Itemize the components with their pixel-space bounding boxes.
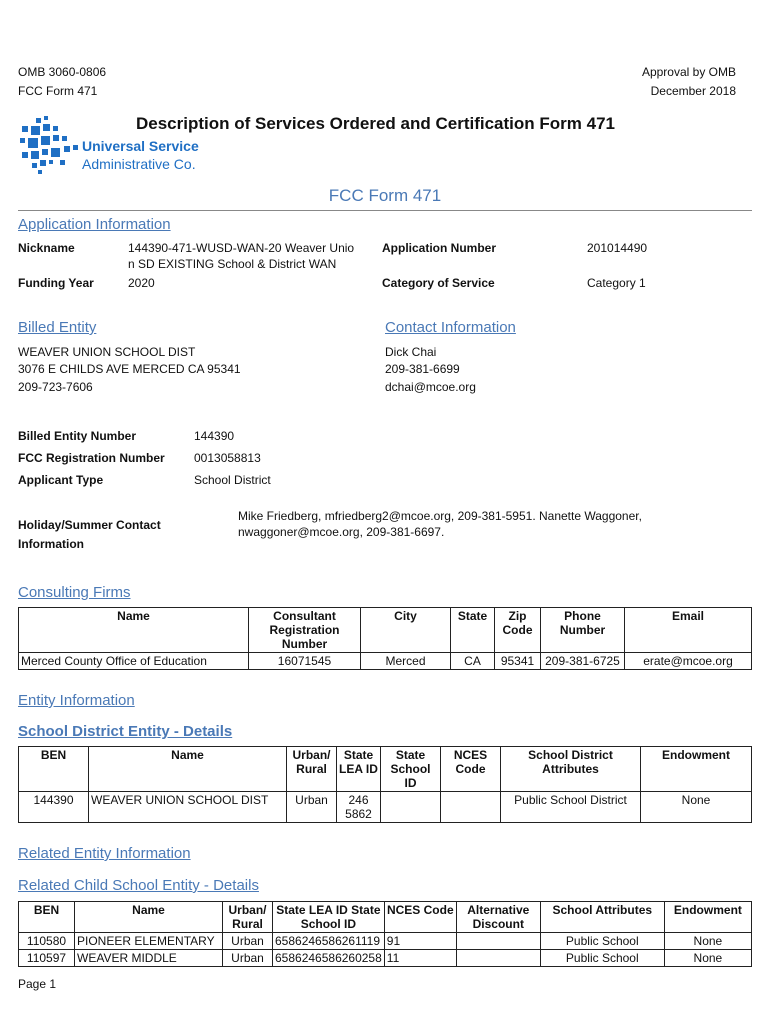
omb-number: OMB 3060-0806	[18, 65, 107, 79]
billed-entity-phone: 209-723-7606	[18, 380, 93, 394]
usac-logo-icon	[16, 112, 86, 182]
billed-entity-name: WEAVER UNION SCHOOL DIST	[18, 345, 196, 359]
col-state: State	[451, 608, 495, 653]
cell: CA	[451, 653, 495, 670]
col-phone: Phone Number	[541, 608, 625, 653]
table-row	[19, 950, 752, 967]
col-alternative-discount: Alternative Discount	[456, 902, 540, 933]
cell: 95341	[495, 653, 541, 670]
col-urban-rural: Urban/ Rural	[223, 902, 273, 933]
holiday-contact-line1: Mike Friedberg, mfriedberg2@mcoe.org, 209-381-5951. Nanette Waggoner,	[238, 509, 642, 523]
cell	[456, 933, 540, 950]
col-state-lea-id: State LEA ID	[276, 903, 348, 917]
district-section-title: School District Entity - Details	[18, 723, 233, 740]
child-section-title: Related Child School Entity - Details	[18, 877, 259, 894]
cell	[381, 792, 441, 823]
table-row	[19, 653, 752, 670]
cell: Urban	[223, 950, 273, 967]
app-number: 201014490	[587, 241, 648, 255]
contact-section-title: Contact Information	[385, 319, 516, 336]
cell: Public School	[540, 950, 664, 967]
col-endowment: Endowment	[641, 747, 752, 792]
page-number: Page 1	[18, 977, 57, 991]
district-header-row	[19, 747, 752, 792]
cell: None	[664, 950, 751, 967]
contact-email: dchai@mcoe.org	[385, 380, 476, 394]
cell: None	[641, 792, 752, 823]
holiday-contact-line2: nwaggoner@mcoe.org, 209-381-6697.	[238, 525, 445, 539]
col-state-lea-id: State LEA ID	[337, 747, 381, 792]
cell: Urban	[287, 792, 337, 823]
cell: 6586246586260258	[273, 950, 385, 967]
ben-label: Billed Entity Number	[18, 429, 137, 443]
cell: Merced	[361, 653, 451, 670]
col-lea-school-id	[273, 902, 385, 933]
cell: Merced County Office of Education	[19, 653, 249, 670]
entity-section-title: Entity Information	[18, 692, 135, 709]
cell: WEAVER MIDDLE	[75, 950, 223, 967]
district-table	[18, 746, 752, 823]
cell: 246 5862	[337, 792, 381, 823]
related-section-title: Related Entity Information	[18, 845, 191, 862]
nickname-line1: 144390-471-WUSD-WAN-20 Weaver Unio	[128, 241, 355, 255]
app-number-label: Application Number	[382, 241, 497, 255]
contact-phone: 209-381-6699	[385, 362, 460, 376]
col-name: Name	[19, 608, 249, 653]
main-title: Description of Services Ordered and Certification Form 471	[136, 114, 615, 133]
fcc-reg-label: FCC Registration Number	[18, 451, 165, 465]
funding-year: 2020	[128, 276, 155, 290]
logo-line1: Universal Service	[82, 138, 199, 154]
col-consultant-reg: Consultant Registration Number	[249, 608, 361, 653]
col-district-attributes: School District Attributes	[501, 747, 641, 792]
table-row	[19, 933, 752, 950]
cell	[441, 792, 501, 823]
cell: 16071545	[249, 653, 361, 670]
cell: 11	[384, 950, 456, 967]
col-name: Name	[89, 747, 287, 792]
funding-year-label: Funding Year	[18, 276, 94, 290]
form-name: FCC Form 471	[18, 84, 98, 98]
col-nces-code: NCES Code	[441, 747, 501, 792]
applicant-type-value: School District	[194, 473, 271, 487]
holiday-label-line2: Information	[18, 537, 84, 551]
cell: 6586246586261119	[273, 933, 385, 950]
child-table	[18, 901, 752, 967]
consulting-header-row	[19, 608, 752, 653]
applicant-type-label: Applicant Type	[18, 473, 104, 487]
approval-date: December 2018	[650, 84, 736, 98]
approval-text: Approval by OMB	[641, 65, 736, 79]
cell: 209-381-6725	[541, 653, 625, 670]
ben-value: 144390	[194, 429, 235, 443]
col-state-school-id: State School ID	[381, 747, 441, 792]
table-row	[19, 792, 752, 823]
col-city: City	[361, 608, 451, 653]
form-title: FCC Form 471	[328, 186, 442, 205]
cell	[456, 950, 540, 967]
cell: erate@mcoe.org	[625, 653, 752, 670]
nickname-label: Nickname	[18, 241, 75, 255]
cell: None	[664, 933, 751, 950]
billed-entity-title: Billed Entity	[18, 319, 97, 336]
cell: 144390	[19, 792, 89, 823]
col-nces-code: NCES Code	[384, 902, 456, 933]
nickname-line2: n SD EXISTING School & District WAN	[128, 257, 337, 271]
holiday-label-line1: Holiday/Summer Contact	[18, 518, 161, 532]
child-header-row	[19, 902, 752, 933]
cell: PIONEER ELEMENTARY	[75, 933, 223, 950]
col-email: Email	[625, 608, 752, 653]
logo-line2: Administrative Co.	[82, 156, 196, 172]
cell: WEAVER UNION SCHOOL DIST	[89, 792, 287, 823]
cell: 110597	[19, 950, 75, 967]
col-state-school-id: State School ID	[300, 903, 381, 931]
col-ben: BEN	[19, 747, 89, 792]
cell: 110580	[19, 933, 75, 950]
consulting-section-title: Consulting Firms	[18, 584, 131, 601]
cell: Public School	[540, 933, 664, 950]
application-section-title: Application Information	[18, 216, 171, 233]
col-endowment: Endowment	[664, 902, 751, 933]
col-zip: Zip Code	[495, 608, 541, 653]
col-urban-rural: Urban/ Rural	[287, 747, 337, 792]
cell: 91	[384, 933, 456, 950]
cell: Public School District	[501, 792, 641, 823]
title-divider	[18, 210, 752, 211]
billed-entity-address: 3076 E CHILDS AVE MERCED CA 95341	[18, 362, 241, 376]
category-label: Category of Service	[382, 276, 495, 290]
col-name: Name	[75, 902, 223, 933]
fcc-reg-value: 0013058813	[194, 451, 261, 465]
col-ben: BEN	[19, 902, 75, 933]
col-school-attributes: School Attributes	[540, 902, 664, 933]
cell: Urban	[223, 933, 273, 950]
consulting-table	[18, 607, 752, 670]
contact-name: Dick Chai	[385, 345, 437, 359]
category-value: Category 1	[587, 276, 646, 290]
